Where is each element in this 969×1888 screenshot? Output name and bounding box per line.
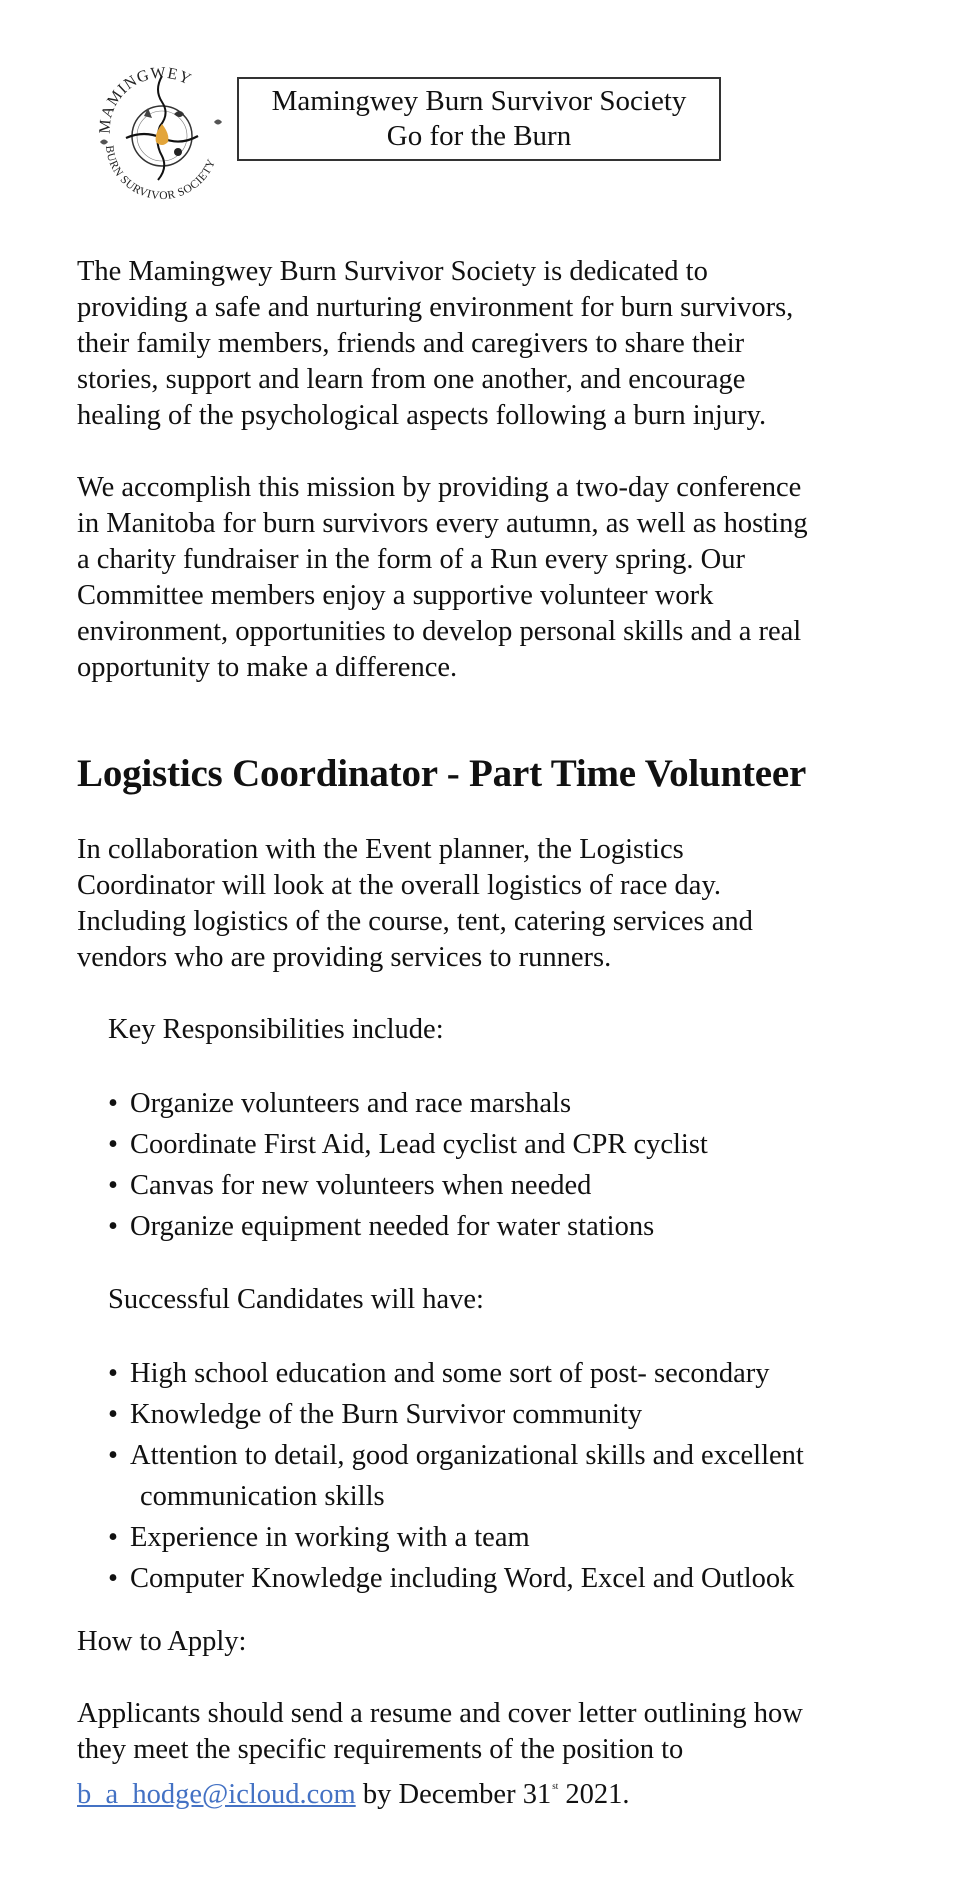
candidates-list	[108, 1353, 948, 1599]
mission-paragraph-2	[77, 470, 937, 686]
list-item-text: Organize volunteers and race marshals	[130, 1088, 572, 1119]
list-item	[108, 1083, 948, 1124]
text-line: opportunity to make a difference.	[77, 652, 458, 683]
text-line: environment, opportunities to develop personal skills and a real	[77, 616, 802, 647]
list-item-text: Experience in working with a team	[130, 1522, 530, 1553]
text-line: healing of the psychological aspects following a burn injury.	[77, 400, 767, 431]
text-line: a charity fundraiser in the form of a Run every spring. Our	[77, 544, 745, 575]
ordinal-suffix: st	[552, 1781, 559, 1791]
deadline-year: 2021.	[558, 1779, 630, 1810]
bullet-icon: •	[108, 1399, 118, 1430]
list-item-text: Coordinate First Aid, Lead cyclist and CPR cyclist	[130, 1129, 708, 1160]
logo-emblem-icon	[96, 56, 228, 202]
email-link[interactable]: b_a_hodge@icloud.com	[77, 1779, 356, 1810]
list-item	[108, 1558, 948, 1599]
logo-bottom-text: BURN SURVIVOR SOCIETY	[102, 144, 219, 202]
mission-section	[77, 254, 937, 686]
list-item-continuation: communication skills	[140, 1481, 385, 1512]
text-line: In collaboration with the Event planner, the Logistics	[77, 834, 684, 865]
mission-paragraph-1	[77, 254, 937, 434]
text-line: Coordinator will look at the overall logistics of race day.	[77, 870, 721, 901]
text-line: their family members, friends and caregivers to share their	[77, 328, 745, 359]
apply-instructions	[77, 1696, 937, 1813]
text-line: Committee members enjoy a supportive volunteer work	[77, 580, 714, 611]
text-line: in Manitoba for burn survivors every autumn, as well as hosting	[77, 508, 808, 539]
bullet-icon: •	[108, 1211, 118, 1242]
bullet-icon: •	[108, 1170, 118, 1201]
bullet-icon: •	[108, 1088, 118, 1119]
list-item	[108, 1165, 948, 1206]
text-line: Including logistics of the course, tent, catering services and	[77, 906, 753, 937]
list-item-text: Canvas for new volunteers when needed	[130, 1170, 592, 1201]
bullet-icon: •	[108, 1440, 118, 1471]
position-title: Logistics Coordinator - Part Time Volunteer	[77, 752, 807, 795]
bullet-icon: •	[108, 1563, 118, 1594]
text-line: Applicants should send a resume and cover letter outlining how	[77, 1698, 803, 1729]
text-line: they meet the specific requirements of the position to	[77, 1734, 684, 1765]
bullet-icon: •	[108, 1522, 118, 1553]
tagline: Go for the Burn	[386, 120, 572, 152]
text-line: We accomplish this mission by providing a two-day conference	[77, 472, 802, 503]
list-item	[108, 1394, 948, 1435]
svg-text:MAMINGWEY	[96, 64, 194, 134]
list-item-text: Knowledge of the Burn Survivor community	[130, 1399, 643, 1430]
text-line: stories, support and learn from one another, and encourage	[77, 364, 746, 395]
header-title-box	[237, 77, 721, 161]
list-item-text: High school education and some sort of post- secondary	[130, 1358, 770, 1389]
list-item-text: Attention to detail, good organizational skills and excellent	[130, 1440, 804, 1471]
text-line: The Mamingwey Burn Survivor Society is dedicated to	[77, 256, 708, 287]
list-item	[108, 1206, 948, 1247]
list-item	[108, 1517, 948, 1558]
logo-top-text: MAMINGWEY	[96, 64, 195, 135]
society-logo	[96, 56, 228, 202]
list-item	[108, 1353, 948, 1394]
text-line: providing a safe and nurturing environment for burn survivors,	[77, 292, 794, 323]
organization-name: Mamingwey Burn Survivor Society	[271, 85, 687, 117]
responsibilities-label: Key Responsibilities include:	[108, 1014, 444, 1045]
deadline-text: by December 31	[355, 1779, 552, 1810]
list-item-text: Organize equipment needed for water stations	[130, 1211, 655, 1242]
text-line: vendors who are providing services to runners.	[77, 942, 612, 973]
bullet-icon: •	[108, 1358, 118, 1389]
list-item	[108, 1124, 948, 1165]
list-item	[108, 1435, 948, 1517]
candidates-label: Successful Candidates will have:	[108, 1284, 484, 1315]
position-description	[77, 832, 937, 976]
bullet-icon: •	[108, 1129, 118, 1160]
how-to-apply-label: How to Apply:	[77, 1626, 247, 1657]
responsibilities-list	[108, 1083, 948, 1247]
list-item-text: Computer Knowledge including Word, Excel and Outlook	[130, 1563, 795, 1594]
